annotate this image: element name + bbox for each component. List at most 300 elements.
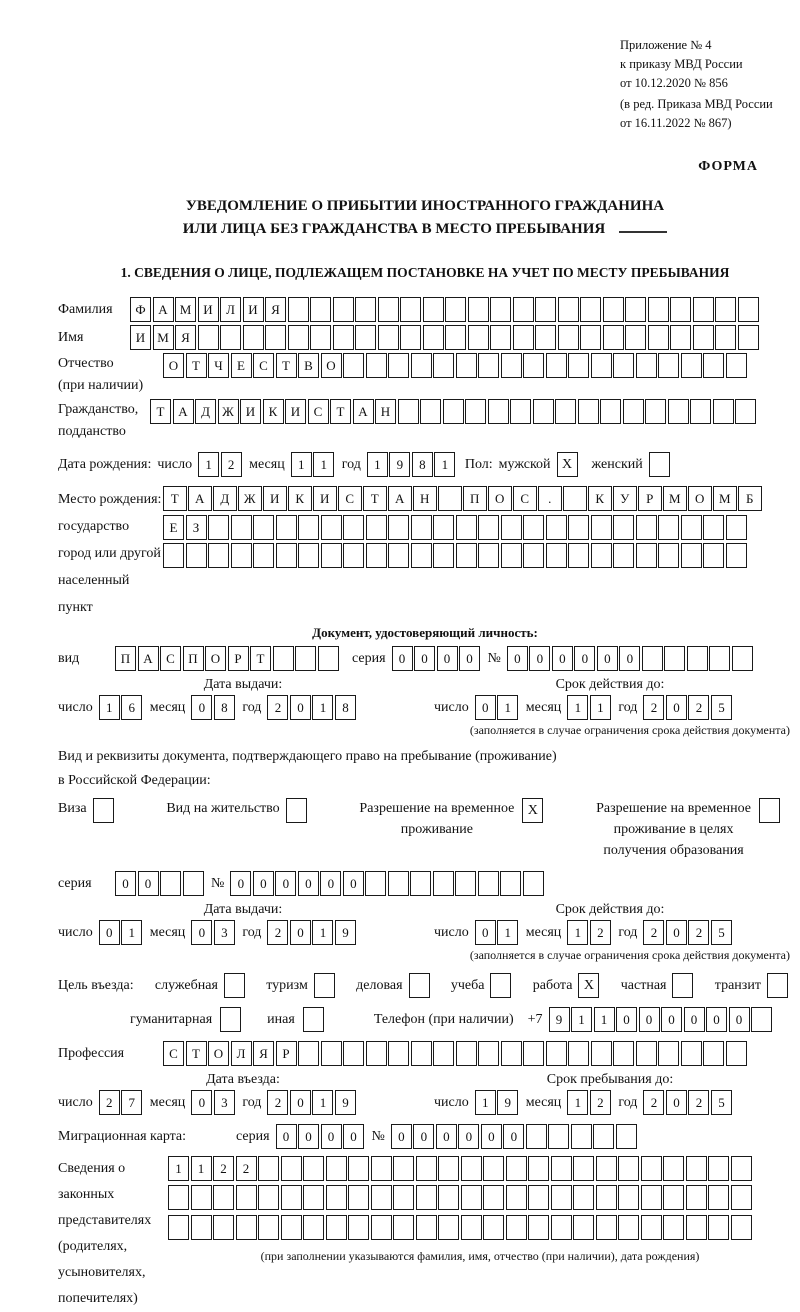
char-cell[interactable]: Б xyxy=(738,486,762,511)
work-checkbox[interactable]: X xyxy=(578,973,599,998)
char-cell[interactable]: 1 xyxy=(291,452,312,477)
char-cell[interactable]: 9 xyxy=(549,1007,570,1032)
char-cell[interactable] xyxy=(478,871,499,896)
char-cell[interactable] xyxy=(641,1156,662,1181)
char-cell[interactable] xyxy=(281,1185,302,1210)
char-cell[interactable] xyxy=(483,1215,504,1240)
char-cell[interactable] xyxy=(636,543,657,568)
transit-checkbox[interactable] xyxy=(767,973,788,998)
char-cell[interactable]: М xyxy=(663,486,687,511)
char-cell[interactable] xyxy=(490,297,511,322)
char-cell[interactable] xyxy=(603,325,624,350)
char-cell[interactable] xyxy=(456,515,477,540)
char-cell[interactable] xyxy=(438,486,462,511)
char-cell[interactable]: С xyxy=(163,1041,184,1066)
char-cell[interactable] xyxy=(276,515,297,540)
char-cell[interactable]: К xyxy=(288,486,312,511)
char-cell[interactable]: С xyxy=(338,486,362,511)
char-cell[interactable]: 9 xyxy=(389,452,410,477)
char-cell[interactable] xyxy=(641,1215,662,1240)
char-cell[interactable] xyxy=(645,399,666,424)
char-cell[interactable] xyxy=(663,1185,684,1210)
char-cell[interactable]: 1 xyxy=(121,920,142,945)
char-cell[interactable] xyxy=(618,1215,639,1240)
char-cell[interactable] xyxy=(326,1215,347,1240)
char-cell[interactable] xyxy=(388,871,409,896)
char-cell[interactable]: В xyxy=(298,353,319,378)
char-cell[interactable] xyxy=(738,325,759,350)
char-cell[interactable] xyxy=(393,1156,414,1181)
char-cell[interactable] xyxy=(513,297,534,322)
char-cell[interactable] xyxy=(670,325,691,350)
private-checkbox[interactable] xyxy=(672,973,693,998)
char-cell[interactable]: П xyxy=(115,646,136,671)
char-cell[interactable]: С xyxy=(160,646,181,671)
char-cell[interactable] xyxy=(593,1124,614,1149)
char-cell[interactable] xyxy=(258,1185,279,1210)
char-cell[interactable]: 0 xyxy=(414,646,435,671)
char-cell[interactable] xyxy=(366,515,387,540)
char-cell[interactable] xyxy=(456,1041,477,1066)
char-cell[interactable]: 1 xyxy=(191,1156,212,1181)
char-cell[interactable] xyxy=(613,543,634,568)
char-cell[interactable]: Л xyxy=(231,1041,252,1066)
char-cell[interactable] xyxy=(253,543,274,568)
char-cell[interactable] xyxy=(365,871,386,896)
char-cell[interactable] xyxy=(636,1041,657,1066)
char-cell[interactable] xyxy=(709,646,730,671)
char-cell[interactable] xyxy=(378,297,399,322)
char-cell[interactable] xyxy=(445,297,466,322)
char-cell[interactable] xyxy=(687,646,708,671)
char-cell[interactable]: С xyxy=(308,399,329,424)
char-cell[interactable] xyxy=(236,1215,257,1240)
char-cell[interactable] xyxy=(298,543,319,568)
char-cell[interactable] xyxy=(456,353,477,378)
char-cell[interactable]: 0 xyxy=(392,646,413,671)
char-cell[interactable] xyxy=(703,543,724,568)
char-cell[interactable] xyxy=(623,399,644,424)
char-cell[interactable] xyxy=(433,543,454,568)
char-cell[interactable] xyxy=(321,515,342,540)
char-cell[interactable]: 1 xyxy=(475,1090,496,1115)
char-cell[interactable]: 2 xyxy=(643,695,664,720)
char-cell[interactable] xyxy=(321,543,342,568)
char-cell[interactable] xyxy=(388,543,409,568)
char-cell[interactable] xyxy=(591,1041,612,1066)
char-cell[interactable]: Н xyxy=(413,486,437,511)
char-cell[interactable] xyxy=(298,1041,319,1066)
char-cell[interactable] xyxy=(596,1185,617,1210)
char-cell[interactable] xyxy=(708,1215,729,1240)
char-cell[interactable] xyxy=(625,297,646,322)
char-cell[interactable] xyxy=(636,353,657,378)
char-cell[interactable] xyxy=(523,353,544,378)
char-cell[interactable]: 9 xyxy=(335,920,356,945)
char-cell[interactable]: 0 xyxy=(298,871,319,896)
char-cell[interactable] xyxy=(236,1185,257,1210)
char-cell[interactable] xyxy=(288,297,309,322)
char-cell[interactable]: Т xyxy=(150,399,171,424)
char-cell[interactable]: О xyxy=(321,353,342,378)
char-cell[interactable] xyxy=(591,543,612,568)
char-cell[interactable]: 0 xyxy=(684,1007,705,1032)
char-cell[interactable]: 2 xyxy=(590,1090,611,1115)
char-cell[interactable]: 0 xyxy=(138,871,159,896)
char-cell[interactable]: 0 xyxy=(321,1124,342,1149)
char-cell[interactable]: О xyxy=(488,486,512,511)
char-cell[interactable] xyxy=(168,1215,189,1240)
char-cell[interactable] xyxy=(388,353,409,378)
char-cell[interactable] xyxy=(568,1041,589,1066)
char-cell[interactable]: 0 xyxy=(99,920,120,945)
char-cell[interactable] xyxy=(613,515,634,540)
char-cell[interactable] xyxy=(333,297,354,322)
char-cell[interactable] xyxy=(423,297,444,322)
char-cell[interactable]: 6 xyxy=(121,695,142,720)
char-cell[interactable] xyxy=(648,325,669,350)
char-cell[interactable] xyxy=(288,325,309,350)
char-cell[interactable]: И xyxy=(198,297,219,322)
char-cell[interactable] xyxy=(715,325,736,350)
char-cell[interactable] xyxy=(478,1041,499,1066)
char-cell[interactable]: Я xyxy=(253,1041,274,1066)
char-cell[interactable]: С xyxy=(513,486,537,511)
char-cell[interactable] xyxy=(465,399,486,424)
char-cell[interactable] xyxy=(303,1215,324,1240)
char-cell[interactable] xyxy=(400,325,421,350)
char-cell[interactable] xyxy=(500,871,521,896)
char-cell[interactable]: 0 xyxy=(191,695,212,720)
char-cell[interactable] xyxy=(281,1156,302,1181)
char-cell[interactable]: 0 xyxy=(290,1090,311,1115)
char-cell[interactable]: О xyxy=(163,353,184,378)
char-cell[interactable] xyxy=(731,1185,752,1210)
business-checkbox[interactable] xyxy=(224,973,245,998)
char-cell[interactable] xyxy=(708,1185,729,1210)
char-cell[interactable] xyxy=(461,1215,482,1240)
char-cell[interactable]: 0 xyxy=(320,871,341,896)
char-cell[interactable] xyxy=(551,1156,572,1181)
char-cell[interactable]: 2 xyxy=(221,452,242,477)
char-cell[interactable] xyxy=(343,515,364,540)
char-cell[interactable]: 1 xyxy=(571,1007,592,1032)
char-cell[interactable]: П xyxy=(463,486,487,511)
char-cell[interactable] xyxy=(501,1041,522,1066)
char-cell[interactable]: К xyxy=(263,399,284,424)
char-cell[interactable]: Д xyxy=(195,399,216,424)
char-cell[interactable] xyxy=(355,297,376,322)
char-cell[interactable] xyxy=(535,325,556,350)
char-cell[interactable] xyxy=(443,399,464,424)
char-cell[interactable] xyxy=(693,325,714,350)
char-cell[interactable] xyxy=(366,353,387,378)
char-cell[interactable] xyxy=(310,297,331,322)
char-cell[interactable]: 9 xyxy=(497,1090,518,1115)
char-cell[interactable] xyxy=(613,353,634,378)
char-cell[interactable] xyxy=(371,1215,392,1240)
char-cell[interactable] xyxy=(596,1215,617,1240)
char-cell[interactable] xyxy=(400,297,421,322)
char-cell[interactable] xyxy=(488,399,509,424)
char-cell[interactable] xyxy=(668,399,689,424)
char-cell[interactable] xyxy=(398,399,419,424)
char-cell[interactable] xyxy=(558,297,579,322)
char-cell[interactable] xyxy=(423,325,444,350)
char-cell[interactable] xyxy=(568,515,589,540)
char-cell[interactable] xyxy=(253,515,274,540)
char-cell[interactable]: 1 xyxy=(99,695,120,720)
char-cell[interactable] xyxy=(546,1041,567,1066)
char-cell[interactable]: 1 xyxy=(312,920,333,945)
char-cell[interactable] xyxy=(580,325,601,350)
char-cell[interactable] xyxy=(191,1215,212,1240)
char-cell[interactable] xyxy=(501,353,522,378)
char-cell[interactable] xyxy=(693,297,714,322)
char-cell[interactable] xyxy=(658,1041,679,1066)
char-cell[interactable] xyxy=(343,353,364,378)
char-cell[interactable]: М xyxy=(175,297,196,322)
char-cell[interactable] xyxy=(258,1215,279,1240)
char-cell[interactable] xyxy=(348,1185,369,1210)
char-cell[interactable] xyxy=(625,325,646,350)
char-cell[interactable] xyxy=(681,353,702,378)
char-cell[interactable] xyxy=(416,1215,437,1240)
char-cell[interactable] xyxy=(681,543,702,568)
char-cell[interactable]: Д xyxy=(213,486,237,511)
char-cell[interactable]: 0 xyxy=(481,1124,502,1149)
char-cell[interactable]: Е xyxy=(163,515,184,540)
char-cell[interactable] xyxy=(546,353,567,378)
char-cell[interactable] xyxy=(510,399,531,424)
char-cell[interactable] xyxy=(658,353,679,378)
char-cell[interactable]: 0 xyxy=(290,695,311,720)
char-cell[interactable]: 0 xyxy=(115,871,136,896)
char-cell[interactable] xyxy=(455,871,476,896)
char-cell[interactable]: Р xyxy=(276,1041,297,1066)
char-cell[interactable] xyxy=(490,325,511,350)
char-cell[interactable]: 1 xyxy=(168,1156,189,1181)
char-cell[interactable]: 8 xyxy=(214,695,235,720)
char-cell[interactable]: 3 xyxy=(214,920,235,945)
char-cell[interactable]: 1 xyxy=(367,452,388,477)
char-cell[interactable] xyxy=(533,399,554,424)
char-cell[interactable]: 5 xyxy=(711,1090,732,1115)
char-cell[interactable]: 0 xyxy=(191,1090,212,1115)
char-cell[interactable]: 1 xyxy=(198,452,219,477)
char-cell[interactable] xyxy=(738,297,759,322)
char-cell[interactable]: К xyxy=(588,486,612,511)
char-cell[interactable] xyxy=(303,1156,324,1181)
char-cell[interactable] xyxy=(366,543,387,568)
char-cell[interactable] xyxy=(523,543,544,568)
char-cell[interactable]: 2 xyxy=(267,695,288,720)
char-cell[interactable]: И xyxy=(263,486,287,511)
char-cell[interactable] xyxy=(703,353,724,378)
char-cell[interactable]: Р xyxy=(638,486,662,511)
char-cell[interactable]: 1 xyxy=(497,920,518,945)
char-cell[interactable] xyxy=(388,1041,409,1066)
char-cell[interactable] xyxy=(551,1215,572,1240)
char-cell[interactable]: 0 xyxy=(191,920,212,945)
char-cell[interactable]: 0 xyxy=(275,871,296,896)
char-cell[interactable] xyxy=(348,1156,369,1181)
char-cell[interactable] xyxy=(191,1185,212,1210)
char-cell[interactable] xyxy=(506,1185,527,1210)
char-cell[interactable]: И xyxy=(313,486,337,511)
char-cell[interactable] xyxy=(715,297,736,322)
char-cell[interactable] xyxy=(468,297,489,322)
char-cell[interactable] xyxy=(213,1185,234,1210)
temporary-residence-checkbox[interactable]: X xyxy=(522,798,543,823)
char-cell[interactable] xyxy=(578,399,599,424)
char-cell[interactable] xyxy=(326,1185,347,1210)
char-cell[interactable] xyxy=(546,515,567,540)
char-cell[interactable] xyxy=(186,543,207,568)
char-cell[interactable]: 1 xyxy=(567,1090,588,1115)
char-cell[interactable] xyxy=(731,1215,752,1240)
residence-permit-checkbox[interactable] xyxy=(286,798,307,823)
char-cell[interactable]: Т xyxy=(250,646,271,671)
char-cell[interactable] xyxy=(551,1185,572,1210)
char-cell[interactable]: Л xyxy=(220,297,241,322)
char-cell[interactable] xyxy=(523,871,544,896)
char-cell[interactable] xyxy=(731,1156,752,1181)
char-cell[interactable] xyxy=(478,543,499,568)
other-purpose-checkbox[interactable] xyxy=(303,1007,324,1032)
char-cell[interactable]: Т xyxy=(186,1041,207,1066)
char-cell[interactable]: 0 xyxy=(458,1124,479,1149)
char-cell[interactable] xyxy=(618,1156,639,1181)
char-cell[interactable]: 1 xyxy=(567,920,588,945)
char-cell[interactable]: О xyxy=(688,486,712,511)
char-cell[interactable] xyxy=(501,543,522,568)
char-cell[interactable] xyxy=(461,1156,482,1181)
char-cell[interactable]: 2 xyxy=(267,1090,288,1115)
char-cell[interactable] xyxy=(664,646,685,671)
char-cell[interactable] xyxy=(523,1041,544,1066)
char-cell[interactable] xyxy=(168,1185,189,1210)
char-cell[interactable] xyxy=(523,515,544,540)
char-cell[interactable] xyxy=(526,1124,547,1149)
char-cell[interactable] xyxy=(636,515,657,540)
char-cell[interactable] xyxy=(160,871,181,896)
char-cell[interactable]: 0 xyxy=(253,871,274,896)
char-cell[interactable] xyxy=(686,1215,707,1240)
humanitarian-checkbox[interactable] xyxy=(220,1007,241,1032)
char-cell[interactable]: 0 xyxy=(639,1007,660,1032)
char-cell[interactable] xyxy=(438,1156,459,1181)
char-cell[interactable] xyxy=(573,1185,594,1210)
char-cell[interactable]: 0 xyxy=(343,871,364,896)
tourism-checkbox[interactable] xyxy=(314,973,335,998)
char-cell[interactable] xyxy=(751,1007,772,1032)
char-cell[interactable]: А xyxy=(188,486,212,511)
char-cell[interactable]: 2 xyxy=(590,920,611,945)
char-cell[interactable]: А xyxy=(153,297,174,322)
char-cell[interactable] xyxy=(506,1156,527,1181)
char-cell[interactable]: 0 xyxy=(391,1124,412,1149)
char-cell[interactable] xyxy=(555,399,576,424)
char-cell[interactable] xyxy=(591,353,612,378)
char-cell[interactable]: А xyxy=(353,399,374,424)
char-cell[interactable] xyxy=(433,515,454,540)
char-cell[interactable] xyxy=(571,1124,592,1149)
char-cell[interactable] xyxy=(528,1185,549,1210)
char-cell[interactable]: 1 xyxy=(434,452,455,477)
char-cell[interactable] xyxy=(726,1041,747,1066)
char-cell[interactable] xyxy=(445,325,466,350)
sex-male-checkbox[interactable]: X xyxy=(557,452,578,477)
char-cell[interactable] xyxy=(528,1156,549,1181)
char-cell[interactable] xyxy=(670,297,691,322)
char-cell[interactable] xyxy=(658,543,679,568)
char-cell[interactable] xyxy=(726,353,747,378)
char-cell[interactable]: Н xyxy=(375,399,396,424)
char-cell[interactable]: 0 xyxy=(475,920,496,945)
char-cell[interactable]: 2 xyxy=(236,1156,257,1181)
char-cell[interactable]: 2 xyxy=(688,695,709,720)
char-cell[interactable] xyxy=(438,1215,459,1240)
char-cell[interactable] xyxy=(563,486,587,511)
char-cell[interactable]: 0 xyxy=(475,695,496,720)
char-cell[interactable]: 0 xyxy=(616,1007,637,1032)
char-cell[interactable]: Я xyxy=(265,297,286,322)
char-cell[interactable]: И xyxy=(130,325,151,350)
char-cell[interactable] xyxy=(732,646,753,671)
char-cell[interactable] xyxy=(642,646,663,671)
char-cell[interactable]: У xyxy=(613,486,637,511)
char-cell[interactable]: Т xyxy=(163,486,187,511)
char-cell[interactable] xyxy=(433,1041,454,1066)
char-cell[interactable] xyxy=(326,1156,347,1181)
char-cell[interactable] xyxy=(411,1041,432,1066)
char-cell[interactable]: 0 xyxy=(729,1007,750,1032)
char-cell[interactable] xyxy=(663,1215,684,1240)
char-cell[interactable] xyxy=(613,1041,634,1066)
char-cell[interactable]: Е xyxy=(231,353,252,378)
char-cell[interactable]: 2 xyxy=(688,1090,709,1115)
char-cell[interactable] xyxy=(208,543,229,568)
char-cell[interactable] xyxy=(198,325,219,350)
char-cell[interactable]: 0 xyxy=(666,1090,687,1115)
char-cell[interactable] xyxy=(318,646,339,671)
char-cell[interactable]: 0 xyxy=(661,1007,682,1032)
char-cell[interactable] xyxy=(393,1215,414,1240)
char-cell[interactable] xyxy=(410,871,431,896)
char-cell[interactable]: 0 xyxy=(290,920,311,945)
char-cell[interactable]: Т xyxy=(186,353,207,378)
char-cell[interactable] xyxy=(366,1041,387,1066)
char-cell[interactable] xyxy=(461,1185,482,1210)
char-cell[interactable] xyxy=(535,297,556,322)
char-cell[interactable] xyxy=(478,515,499,540)
char-cell[interactable]: А xyxy=(138,646,159,671)
char-cell[interactable] xyxy=(348,1215,369,1240)
char-cell[interactable] xyxy=(420,399,441,424)
char-cell[interactable] xyxy=(220,325,241,350)
char-cell[interactable] xyxy=(371,1156,392,1181)
char-cell[interactable] xyxy=(258,1156,279,1181)
char-cell[interactable]: П xyxy=(183,646,204,671)
char-cell[interactable]: Ж xyxy=(218,399,239,424)
char-cell[interactable]: 2 xyxy=(643,920,664,945)
char-cell[interactable]: 9 xyxy=(335,1090,356,1115)
char-cell[interactable]: 0 xyxy=(230,871,251,896)
char-cell[interactable]: 5 xyxy=(711,920,732,945)
char-cell[interactable]: 0 xyxy=(529,646,550,671)
char-cell[interactable]: 1 xyxy=(594,1007,615,1032)
